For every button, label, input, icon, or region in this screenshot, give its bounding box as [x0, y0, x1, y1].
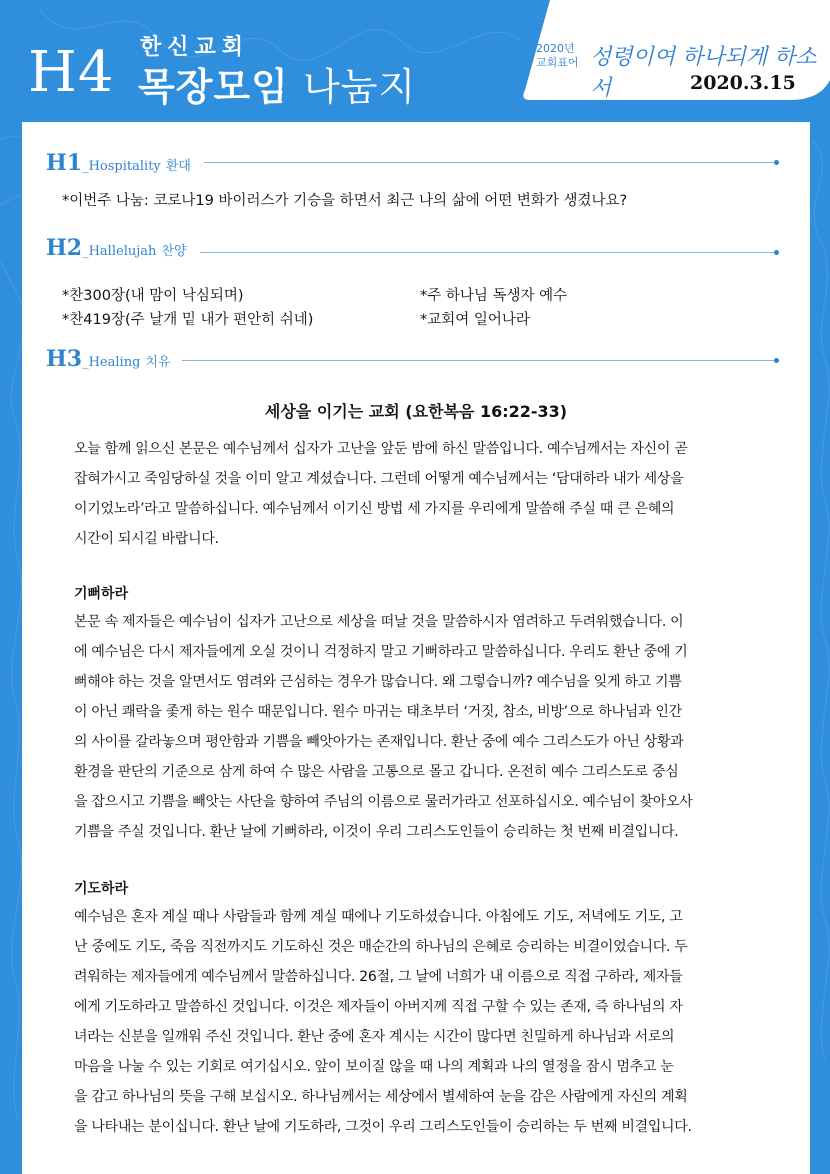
text-line: 기쁨을 주실 것입니다. 환난 날에 기뻐하라, 이것이 우리 그리스도인들이 승리하는 첫 번째 비결입니다.: [74, 824, 679, 840]
text-line: 을 감고 하나님의 뜻을 구해 보십시오. 하나님께서는 세상에서 별세하여 눈을 감은 사람에게 자신의 계획: [74, 1089, 688, 1105]
text-line: 이기었노라’라고 말씀하십니다. 예수님께서 이기신 방법 세 가지를 우리에게 말씀해 주실 때 큰 은혜의: [74, 501, 675, 517]
sermon-title: 세상을 이기는 교회 (요한복음 16:22-33): [264, 402, 568, 421]
part1-heading: 기뻐하라: [74, 586, 129, 602]
text-line: 녀라는 신분을 일깨워 주신 것입니다. 환난 중에 혼자 계시는 시간이 많다면 친밀하게 하나님과 서로의: [74, 1029, 675, 1045]
issue-date: 2020.3.15: [690, 72, 796, 94]
text-line: 려워하는 제자들에게 예수님께서 말씀하십니다. 26절, 그 날에 너희가 내 이름으로 직접 구하라, 제자들: [74, 969, 683, 985]
section-rule: [204, 162, 774, 163]
rule-end-dot: [774, 358, 779, 363]
song-item: *찬419장(주 날개 밑 내가 편안히 쉬네): [62, 312, 314, 328]
text-line: 본문 속 제자들은 예수님이 십자가 고난으로 세상을 떠날 것을 말씀하시자 염려하고 두려워했습니다. 이: [74, 614, 684, 630]
part2-body: [74, 902, 774, 1142]
song-item: *찬300장(내 맘이 낙심되며): [62, 288, 244, 304]
section-code: H2: [46, 235, 83, 261]
text-line: 이 아닌 쾌락을 좇게 하는 원수 때문입니다. 원수 마귀는 태초부터 ‘거짓, 참소, 비방’으로 하나님과 인간: [74, 704, 682, 720]
text-line: 잡혀가시고 죽임당하실 것을 이미 알고 계셨습니다. 그런데 어떻게 예수님께서는 ‘담대하라 내가 세상을: [74, 471, 684, 487]
text-line: 마음을 나눌 수 있는 기회로 여기십시오. 앞이 보이질 않을 때 나의 계획과 나의 열정을 잠시 멈추고 눈: [74, 1059, 674, 1075]
rule-end-dot: [774, 250, 779, 255]
title-light: 나눔지: [303, 65, 417, 109]
song-item: *주 하나님 독생자 예수: [420, 288, 568, 304]
section-korean: 찬양: [161, 244, 187, 259]
part1-body: [74, 607, 774, 847]
church-name: 한신교회: [140, 35, 250, 60]
section-korean: 치유: [145, 355, 171, 370]
text-line: 의 사이를 갈라놓으며 평안함과 기쁨을 빼앗아가는 존재입니다. 환난 중에 예수 그리스도가 아닌 상황과: [74, 734, 684, 750]
rule-end-dot: [774, 160, 779, 165]
title-bold: 목장모임: [138, 65, 289, 109]
section-h2-heading: [46, 235, 187, 261]
song-item: *교회여 일어나라: [420, 312, 530, 328]
text-line: 예수님은 혼자 계실 때나 사람들과 함께 계실 때에나 기도하셨습니다. 아침에도 기도, 저녁에도 기도, 고: [74, 909, 683, 925]
year-label-line-2: 교회표어: [536, 56, 579, 69]
section-code: H1: [46, 150, 83, 176]
section-korean: 환대: [165, 159, 191, 174]
text-line: 에 예수님은 다시 제자들에게 오실 것이니 걱정하지 말고 기뻐하라고 말씀하십니다. 우리도 환난 중에 기: [74, 644, 688, 660]
page-title: [138, 56, 416, 111]
year-label: [536, 42, 579, 70]
text-line: 뻐해야 하는 것을 알면서도 염려와 근심하는 경우가 많습니다. 왜 그렇습니까? 예수님을 잊게 하고 기쁨: [74, 674, 682, 690]
section-rule: [200, 252, 774, 253]
section-english: _Hospitality: [82, 159, 161, 174]
text-line: 을 나타내는 분이십니다. 환난 날에 기도하라, 그것이 우리 그리스도인들이 승리하는 두 번째 비결입니다.: [74, 1119, 692, 1135]
section-english: _Hallelujah: [82, 244, 157, 259]
header-code: H4: [28, 40, 115, 105]
year-label-line-1: 2020년: [536, 42, 575, 55]
header: [0, 0, 830, 122]
section-h1-heading: [46, 150, 191, 176]
text-line: 환경을 판단의 기준으로 삼게 하여 수 많은 사람을 고통으로 몰고 갑니다. 온전히 예수 그리스도로 중심: [74, 764, 679, 780]
slogan: 성령이여 하나되게 하소서: [590, 45, 817, 101]
h1-question: *이번주 나눔: 코로나19 바이러스가 기승을 하면서 최근 나의 삶에 어떤 변화가 생겼나요?: [62, 193, 628, 209]
part2-heading: 기도하라: [74, 881, 129, 897]
text-line: 에게 기도하라고 말씀하신 것입니다. 이것은 제자들이 아버지께 직접 구할 수 있는 존재, 즉 하나님의 자: [74, 999, 683, 1015]
text-line: 시간이 되시길 바랍니다.: [74, 531, 219, 547]
section-english: _Healing: [82, 355, 141, 370]
text-line: 난 중에도 기도, 죽음 직전까지도 기도하신 것은 매순간의 하나님의 은혜로 승리하는 비결이었습니다. 두: [74, 939, 688, 955]
text-line: 을 잡으시고 기쁨을 빼앗는 사단을 향하여 주님의 이름으로 물러가라고 선포하십시오. 예수님이 찾아오사: [74, 794, 693, 810]
content-sheet: [22, 122, 810, 1174]
section-code: H3: [46, 346, 83, 372]
section-rule: [182, 360, 774, 361]
sermon-intro: [74, 434, 774, 554]
section-h3-heading: [46, 346, 171, 372]
text-line: 오늘 함께 읽으신 본문은 예수님께서 십자가 고난을 앞둔 밤에 하신 말씀입니다. 예수님께서는 자신이 곧: [74, 441, 688, 457]
